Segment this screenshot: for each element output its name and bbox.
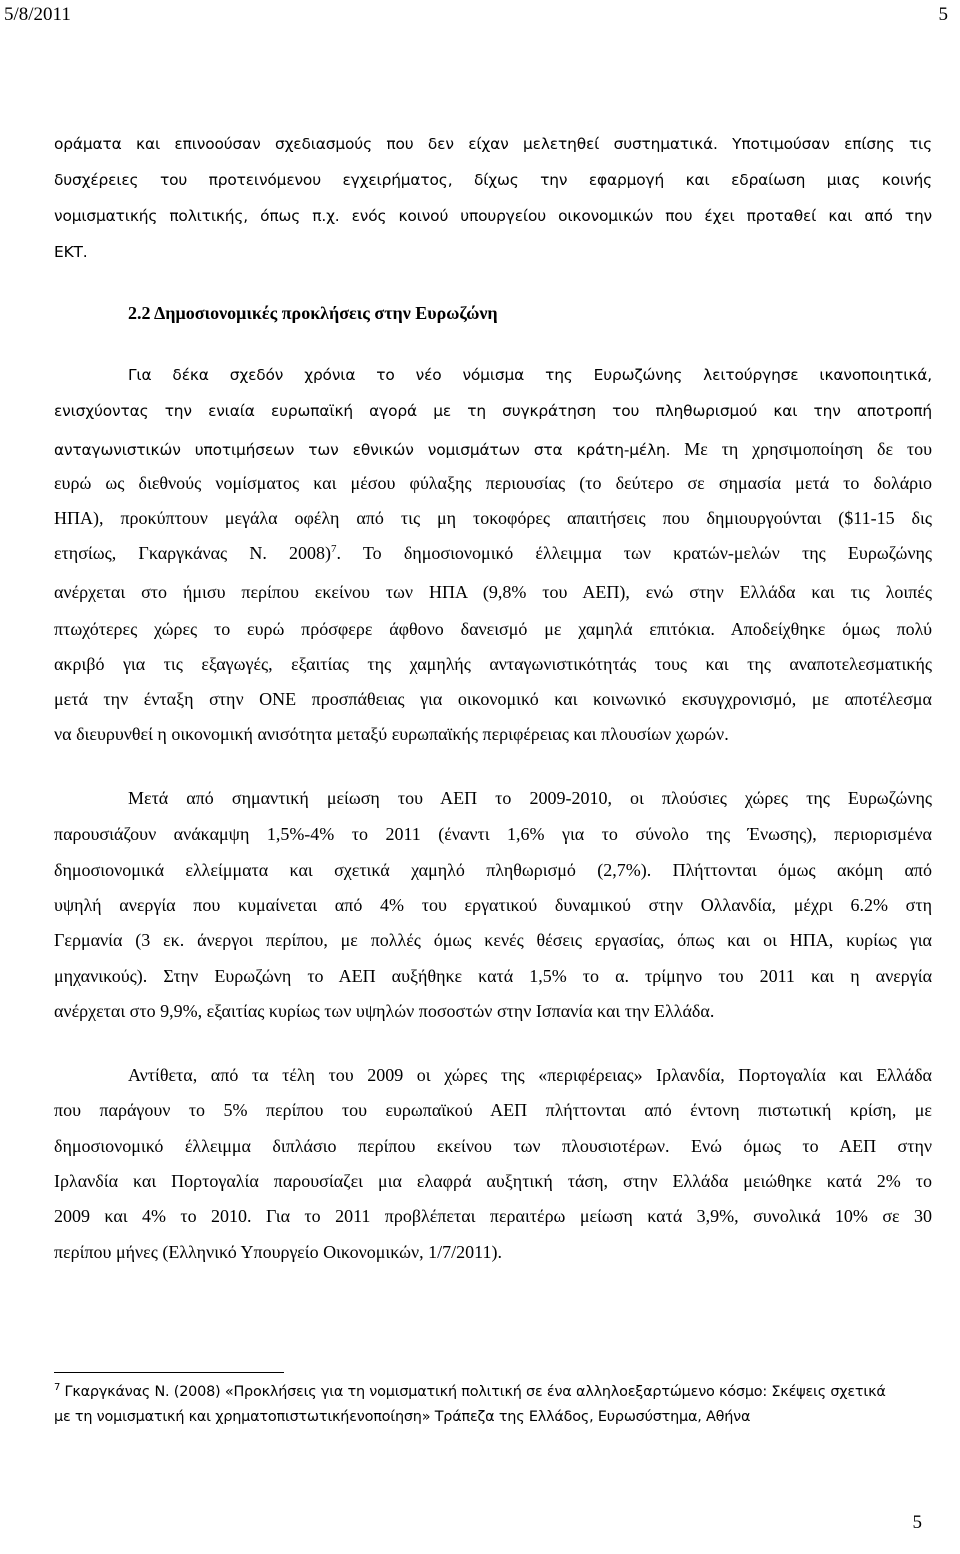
text-line: ανέρχεται στο ήμισυ περίπου εκείνου των ΗΠΑ (9,8% του ΑΕΠ), ενώ στην Ελλάδα και τις λοιπές [54, 582, 932, 602]
footnote-line [54, 1384, 886, 1400]
text-line: ΕΚΤ. [54, 243, 88, 261]
page-header [4, 4, 948, 28]
text-line: Ιρλανδία και Πορτογαλία παρουσίαζει μια ελαφρά αυξητική τάση, στην Ελλάδα μειώθηκε κατά 2% το [54, 1171, 932, 1191]
header-page-number: 5 [938, 4, 948, 25]
text-line: ακριβό για τις εξαγωγές, εξαιτίας της χαμηλής ανταγωνιστικότητάς τους και της αναποτελεσματικής [54, 654, 932, 674]
text-line [54, 544, 932, 562]
footnote-text: Γκαργκάνας Ν. (2008) «Προκλήσεις για τη νομισματική πολιτική σε ένα αλληλοεξαρτώμενο κόσμο: Σκέψεις σχετικά [60, 1384, 886, 1400]
footnote-number: 7 [54, 1382, 61, 1393]
text-line: οράματα και επινοούσαν σχεδιασμούς που δεν είχαν μελετηθεί συστηματικά. Υποτιμούσαν επίσης τις [54, 135, 932, 153]
footnote-reference[interactable]: 7 [331, 543, 337, 555]
text-line: δημοσιονομικά ελλείμματα και σχετικά χαμηλό πληθωρισμό (2,7%). Πλήττονται όμως ακόμη από [54, 860, 932, 880]
footnote-separator [54, 1372, 284, 1373]
text-line: ευρώ ως διεθνούς νομίσματος και μέσου φύλαξης περιουσίας (το δεύτερο σε σημασία μετά το δολάριο [54, 473, 932, 493]
header-date: 5/8/2011 [4, 4, 71, 25]
text-span: ανταγωνιστικών υποτιμήσεων των εθνικών νομισμάτων στα κράτη-μέλη. [54, 441, 671, 459]
text-line: Αντίθετα, από τα τέλη του 2009 οι χώρες της «περιφέρειας» Ιρλανδία, Πορτογαλία και Ελλάδα [128, 1065, 932, 1085]
text-line: μετά την ένταξη στην ΟΝΕ προσπάθειας για οικονομικό και κοινωνικό εκσυγχρονισμό, με αποτέλεσμα [54, 689, 932, 709]
text-line: Γερμανία (3 εκ. άνεργοι περίπου, με πολλές όμως κενές θέσεις εργασίας, όπως και οι ΗΠΑ, κυρίως για [54, 930, 932, 950]
text-line: ενισχύοντας την ενιαία ευρωπαϊκή αγορά με τη συγκράτηση του πληθωρισμού και την αποτροπή [54, 402, 932, 420]
text-line: να διευρυνθεί η οικονομική ανισότητα μεταξύ ευρωπαϊκής περιφέρειας και πλουσίων χωρών. [54, 724, 729, 744]
text-line: ανέρχεται στο 9,9%, εξαιτίας κυρίως των υψηλών ποσοστών στην Ισπανία και την Ελλάδα. [54, 1001, 715, 1021]
text-line: παρουσιάζουν ανάκαμψη 1,5%-4% το 2011 (έναντι 1,6% για το σύνολο της Ένωσης), περιορισμένα [54, 824, 932, 844]
text-span: . Το δημοσιονομικό έλλειμμα των κρατών-μελών της Ευρωζώνης [336, 543, 932, 563]
text-line: υψηλή ανεργία που κυμαίνεται από 4% του εργατικού δυναμικού στην Ολλανδία, μέχρι 6.2% στη [54, 895, 932, 915]
text-line: μηχανικούς). Στην Ευρωζώνη το ΑΕΠ αυξήθηκε κατά 1,5% το α. τρίμηνο του 2011 και η ανεργία [54, 966, 932, 986]
section-heading: 2.2 Δημοσιονομικές προκλήσεις στην Ευρωζώνη [128, 303, 498, 323]
text-line: ΗΠΑ), προκύπτουν μεγάλα οφέλη από τις μη τοκοφόρες απαιτήσεις που δημιουργούνται ($11-15 δις [54, 508, 932, 528]
text-line: δημοσιονομικό έλλειμμα διπλάσιο περίπου εκείνου των πλουσιοτέρων. Ενώ όμως το ΑΕΠ στην [54, 1136, 932, 1156]
footnote-text: με τη νομισματική και χρηματοπιστωτικήενοποίηση» Τράπεζα της Ελλάδος, Ευρωσύστημα, Αθήνα [54, 1409, 751, 1425]
text-line: Για δέκα σχεδόν χρόνια το νέο νόμισμα της Ευρωζώνης λειτούργησε ικανοποιητικά, [128, 366, 932, 384]
text-line: που παράγουν το 5% περίπου του ευρωπαϊκού ΑΕΠ πλήττονται από έντονη πιστωτική κρίση, με [54, 1100, 932, 1120]
text-line: Μετά από σημαντική μείωση του ΑΕΠ το 2009-2010, οι πλούσιες χώρες της Ευρωζώνης [128, 788, 932, 808]
footer-page-number: 5 [912, 1512, 922, 1533]
text-line: νομισματικής πολιτικής, όπως π.χ. ενός κοινού υπουργείου οικονομικών που έχει προταθεί και από την [54, 207, 932, 225]
text-line: πτωχότερες χώρες το ευρώ πρόσφερε άφθονο δανεισμό με χαμηλά επιτόκια. Αποδείχθηκε όμως πολύ [54, 619, 932, 639]
text-line: δυσχέρειες του προτεινόμενου εγχειρήματος, δίχως την εφαρμογή και εδραίωση μιας κοινής [54, 171, 932, 189]
footnote-line [54, 1409, 750, 1425]
text-span: ετησίως, Γκαργκάνας Ν. 2008) [54, 543, 332, 563]
text-line: περίπου μήνες (Ελληνικό Υπουργείο Οικονομικών, 1/7/2011). [54, 1242, 502, 1262]
text-line: 2009 και 4% το 2010. Για το 2011 προβλέπεται περαιτέρω μείωση κατά 3,9%, συνολικά 10% σε 30 [54, 1206, 932, 1226]
text-span: Με τη χρησιμοποίηση δε του [670, 439, 933, 459]
text-line [54, 440, 932, 459]
